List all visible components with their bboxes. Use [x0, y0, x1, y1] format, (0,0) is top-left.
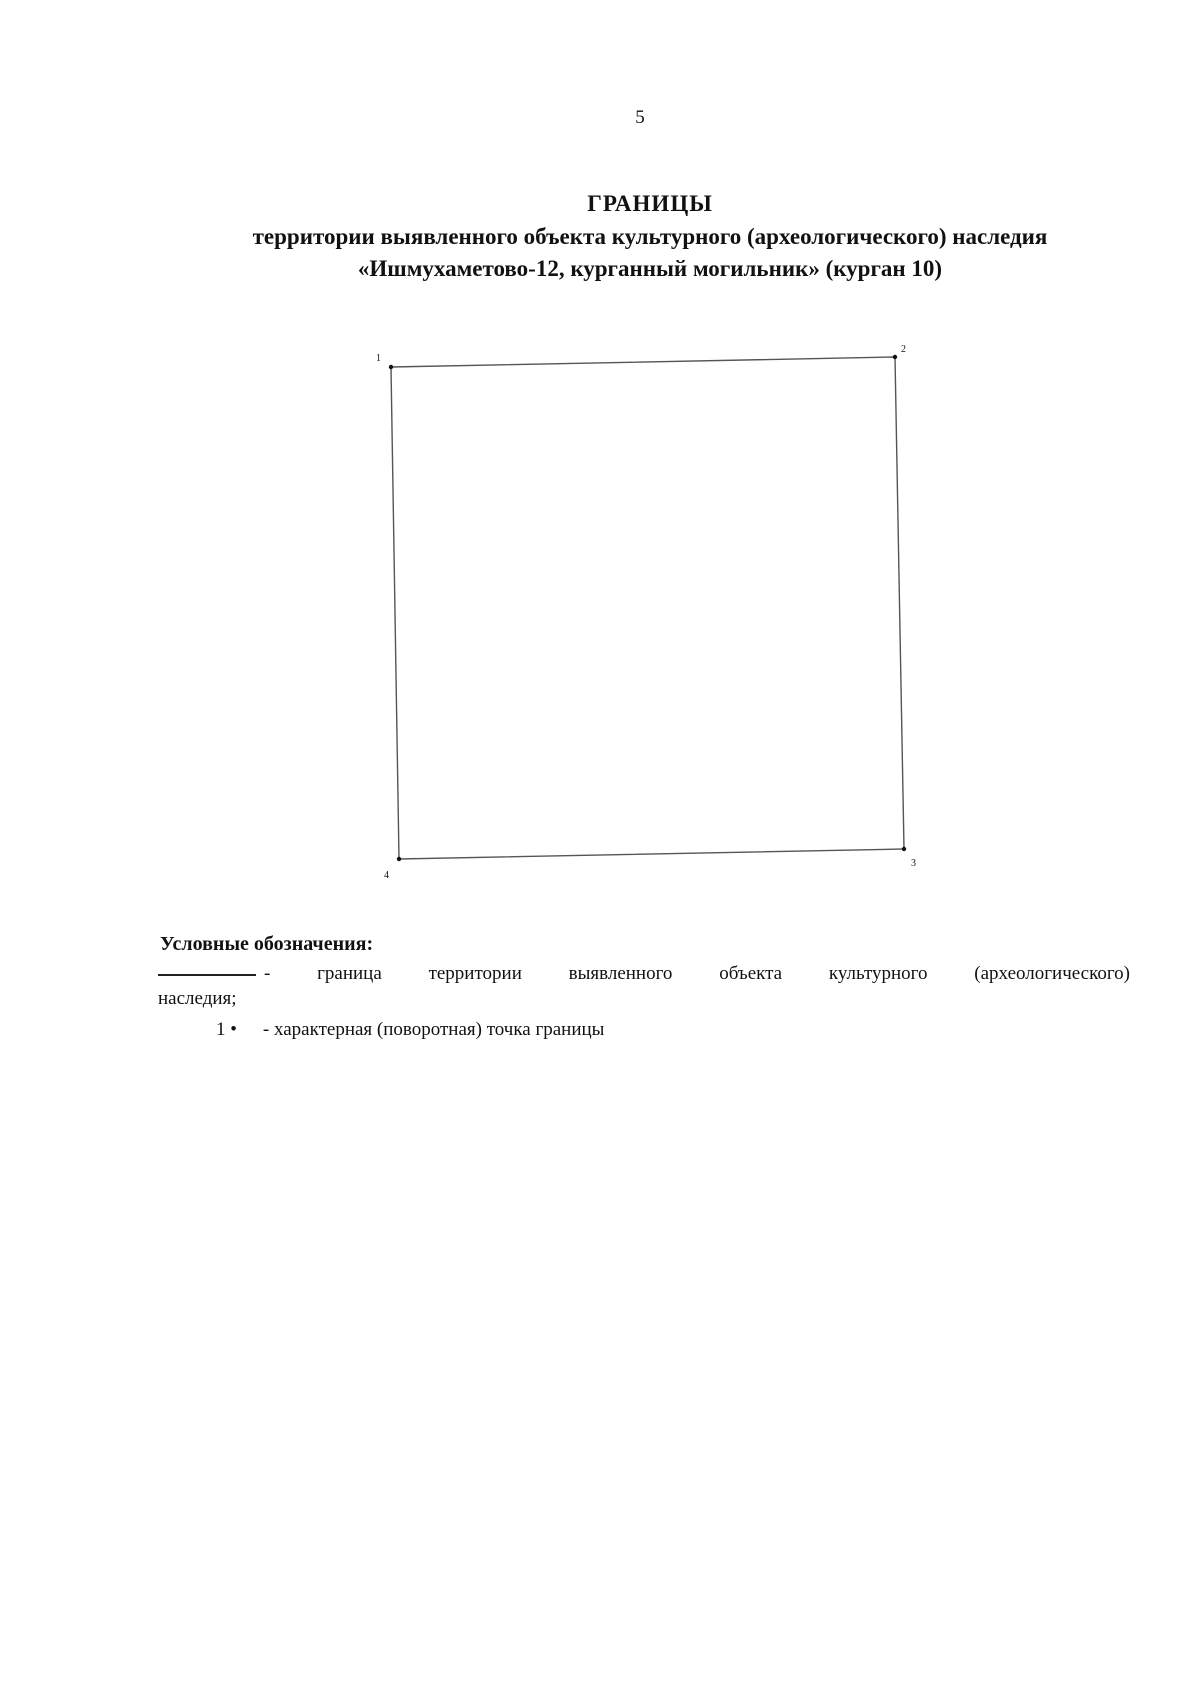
page-number: 5 [635, 107, 645, 128]
document-title: ГРАНИЦЫ [587, 191, 713, 216]
point-label-2: 2 [901, 344, 906, 355]
boundary-point-2 [893, 355, 897, 359]
boundary-point-1 [389, 365, 393, 369]
point-label-3: 3 [911, 858, 916, 869]
boundary-point-3 [902, 847, 906, 851]
boundary-polygon [391, 357, 904, 859]
point-sample: 1 • [216, 1019, 237, 1040]
boundary-point-4 [397, 857, 401, 861]
document-subtitle-line1: территории выявленного объекта культурного (археологического) наследия [252, 224, 1048, 249]
legend-point-text: - характерная (поворотная) точка границы [262, 1019, 605, 1040]
point-label-4: 4 [384, 870, 389, 881]
boundary-line-sample [158, 974, 256, 976]
legend-point-entry [216, 1018, 604, 1042]
legend-boundary-text: - граница территории выявленного объекта культурного (археологического) [264, 963, 1130, 984]
legend-title: Условные обозначения: [160, 933, 374, 955]
legend-boundary-text-continued: наследия; [158, 988, 237, 1009]
legend-boundary-entry [158, 962, 1130, 986]
point-label-1: 1 [376, 353, 381, 364]
document-subtitle-line2: «Ишмухаметово-12, курганный могильник» (курган 10) [357, 256, 943, 281]
